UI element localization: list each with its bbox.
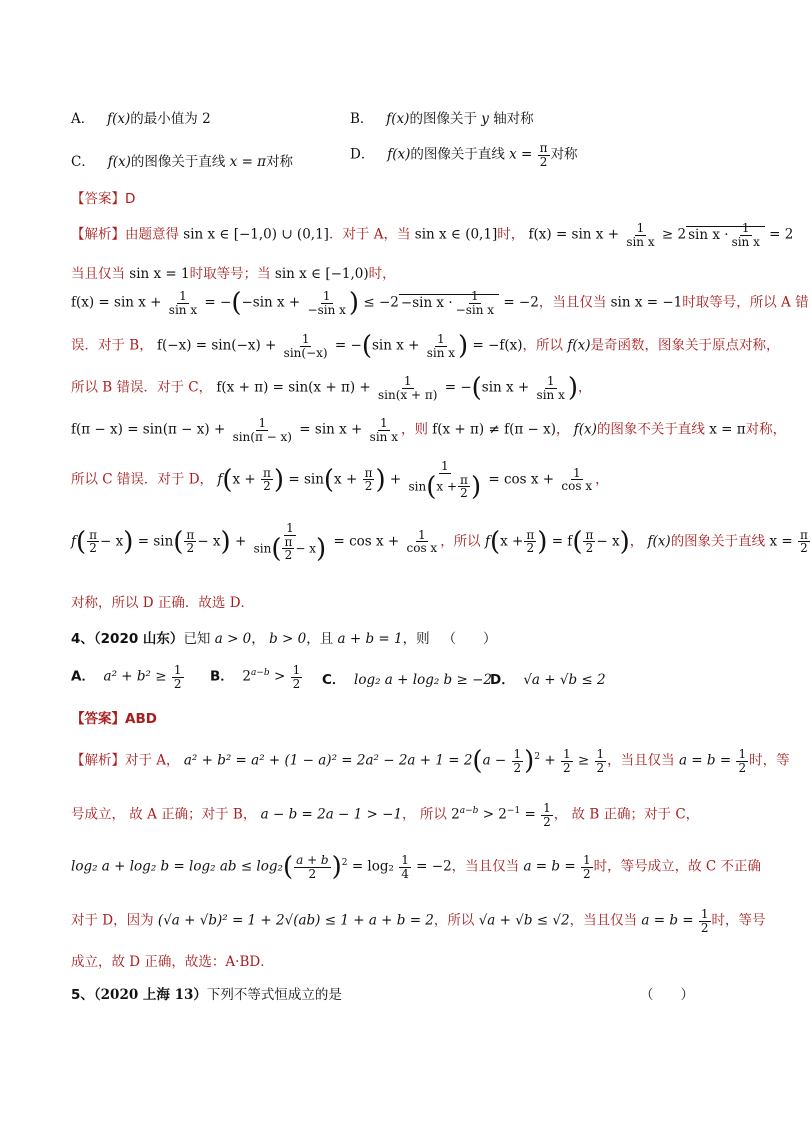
question-5-blank: （ ） xyxy=(640,987,694,1003)
fraction: $\frac{\pi}{2}$ xyxy=(364,465,373,494)
fraction: $\frac{1}{\text{sin x}}$ xyxy=(536,374,565,402)
fraction: $\frac{\pi}{2}$ xyxy=(800,527,808,556)
solution-q3-line-1: 【解析】由题意得 sin x ∈ [−1,0) ∪ (0,1]．对于 A，当 sin x ∈ (0,1]时， f(x) = sin x + $\frac{1}{\text{sin x}}$ ≥ 2 sin x · $\frac{1}{\text{sin x}}$ = 2 xyxy=(71,221,794,249)
question-4: 4、（2020 山东）已知 a > 0， b > 0，且 a + b = 1，则 （ ） xyxy=(71,631,497,647)
question-5: 5、（2020 上海 13）下列不等式恒成立的是 xyxy=(71,987,342,1003)
fraction: $\frac{1}{\text{sin x}}$ xyxy=(168,289,198,317)
solution-q3-line-6: f(π − x) = sin(π − x) + $\frac{1}{\sin(\pi - x)}$ = sin x + $\frac{1}{\text{sin x}}$ ，则 f(x + π) ≠ f(π − x)， f(x)的图象不关于直线 x = π对称， xyxy=(71,416,787,444)
option-b: B． f(x)的图像关于 y 轴对称 xyxy=(350,111,534,127)
fraction: $\frac{a + b}{2}$ xyxy=(296,853,329,881)
solution-q3-line-3: f(x) = sin x + $\frac{1}{\text{sin x}}$ = −(−sin x + $\frac{1}{\text{−sin x}}$ ) ≤ −2 −sin x · $\frac{1}{\text{−sin x}}$ = −2，当且仅当 sin x = −1时取等号，所以 A 错 xyxy=(71,288,809,319)
fraction: $\frac{1}{\text{sin x}}$ xyxy=(369,416,398,444)
sin-x-plus-pi-half: sin(x + $\frac{\pi}{2}$ ) xyxy=(408,471,482,502)
fraction: $\frac{\pi}{2}$ xyxy=(460,472,468,501)
fraction: $\frac{1}{\text{cos x}}$ xyxy=(561,465,593,494)
sin-pi-half-minus-x: sin( $\frac{\pi}{2}$ − x) xyxy=(253,533,327,564)
sqrt: −sin x · $\frac{1}{\text{−sin x}}$ xyxy=(399,294,499,311)
fraction: $\frac{\pi}{2}$ xyxy=(186,527,195,556)
fraction: $\frac{1}{\text{−sin x}}$ xyxy=(455,289,495,317)
answer-q3: 【答案】D xyxy=(71,191,136,207)
q4-option-d: D． √a + √b ≤ 2 xyxy=(490,672,606,688)
fraction: $\frac{1}{\sin(-x)}$ xyxy=(283,332,328,360)
fraction: $\frac{\pi}{2}$ xyxy=(539,141,548,169)
option-c: C． f(x)的图像关于直线 x = π对称 xyxy=(71,154,294,170)
fraction: $\frac{1}{2}$ xyxy=(582,853,591,881)
fraction: $\frac{1}{2}$ xyxy=(562,747,571,775)
fraction: $\frac{1}{\sin(\pi - x)}$ xyxy=(232,416,292,444)
fraction: $\frac{1}{\text{sin x}}$ xyxy=(426,332,456,360)
fraction: $\frac{1}{\sin(x + \pi)}$ xyxy=(377,374,438,402)
solution-q4-line-1: 【解析】对于 A， a² + b² = a² + (1 − a)² = 2a² − 2a + 1 = 2(a − $\frac{1}{2}$ )$^2$ + $\frac{1}{2}$ ≥ $\frac{1}{2}$ ，当且仅当 a = b = $\frac{1}{2}$ 时，等 xyxy=(71,746,790,777)
q4-option-a: A． a² + b² ≥ $\frac{1}{2}$ xyxy=(71,663,182,691)
fraction: $\frac{1}{2}$ xyxy=(738,747,747,775)
fraction: $\frac{1}{2}$ xyxy=(173,663,182,691)
solution-q4-line-2: 号成立， 故 A 正确；对于 B， a − b = 2a − 1 > −1， 所以 $2^{a-b} > 2^{-1}$ = $\frac{1}{2}$ ， 故 B 正确；对于 C， xyxy=(71,801,700,829)
solution-q3-line-4: 误．对于 B， f(−x) = sin(−x) + $\frac{1}{\sin(-x)}$ = −(sin x + $\frac{1}{\text{sin x}}$ ) = −f(x)，所以 f(x)是奇函数，图象关于原点对称， xyxy=(71,331,780,362)
option-d: D． f(x)的图像关于直线 x = $\frac{\pi}{2}$ 对称 xyxy=(350,141,578,169)
solution-q3-line-8: f( $\frac{\pi}{2}$ − x) = sin( $\frac{\pi}{2}$ − x) + 1 sin( $\frac{\pi}{2}$ − x) = cos x + $\frac{1}{\text{cos x}}$ ，所以 f(x + $\frac{\pi}{2}$ ) = f( $\frac{\pi}{2}$ − x)， f(x)的图象关于直线 x = $\frac{\pi}{2}$ xyxy=(71,521,808,564)
solution-q3-line-9: 对称，所以 D 正确．故选 D． xyxy=(71,595,255,611)
fraction: 1 sin(x + $\frac{\pi}{2}$ ) xyxy=(408,459,482,502)
fraction: $\frac{1}{2}$ xyxy=(543,801,551,829)
sqrt: sin x · $\frac{1}{\text{sin x}}$ xyxy=(686,226,765,243)
fraction: $\frac{1}{4}$ xyxy=(401,853,409,881)
solution-q3-line-7: 所以 C 错误．对于 D， f(x + $\frac{\pi}{2}$ ) = sin(x + $\frac{\pi}{2}$ ) + 1 sin(x + $\frac{\pi}{2}$ ) = cos x + $\frac{1}{\text{cos x}}$ ， xyxy=(71,459,609,502)
option-a: A． f(x)的最小值为 2 xyxy=(71,111,211,127)
fraction: $\frac{\pi}{2}$ xyxy=(526,527,535,556)
solution-q3-line-5: 所以 B 错误．对于 C， f(x + π) = sin(x + π) + $\frac{1}{\sin(x + \pi)}$ = −(sin x + $\frac{1}{\text{sin x}}$ )， xyxy=(71,373,592,404)
fraction: $\frac{1}{\text{sin x}}$ xyxy=(626,221,655,249)
solution-q3-line-2: 当且仅当 sin x = 1时取等号；当 sin x ∈ [−1,0)时， xyxy=(71,266,396,282)
q4-option-c: C． log₂ a + log₂ b ≥ −2 xyxy=(322,672,492,688)
fraction: $\frac{1}{\text{−sin x}}$ xyxy=(307,289,346,317)
fraction: $\frac{\pi}{2}$ xyxy=(284,534,293,563)
fraction: $\frac{\pi}{2}$ xyxy=(585,527,594,556)
fraction: $\frac{\pi}{2}$ xyxy=(89,527,98,556)
solution-q4-line-3: log₂ a + log₂ b = log₂ ab ≤ log₂( $\frac{a + b}{2}$ )$^2$ = log₂ $\frac{1}{4}$ = −2，当且仅当 a = b = $\frac{1}{2}$ 时，等号成立，故 C 不正确 xyxy=(71,852,762,883)
fraction: $\frac{1}{2}$ xyxy=(292,663,301,691)
solution-q4-line-4: 对于 D，因为 (√a + √b)² = 1 + 2√(ab) ≤ 1 + a + b = 2，所以 √a + √b ≤ √2，当且仅当 a = b = $\frac{1}{2}$ 时，等号 xyxy=(71,907,766,935)
answer-q4: 【答案】ABD xyxy=(71,711,157,727)
fraction: $\frac{1}{2}$ xyxy=(513,747,522,775)
fraction: $\frac{1}{2}$ xyxy=(700,907,709,935)
q4-option-b: B． $2^{a-b}$ > $\frac{1}{2}$ xyxy=(210,663,301,691)
fraction: $\frac{1}{\text{sin x}}$ xyxy=(731,221,760,249)
fraction: 1 sin( $\frac{\pi}{2}$ − x) xyxy=(253,521,327,564)
fraction: $\frac{1}{\text{cos x}}$ xyxy=(406,527,438,556)
solution-q4-line-5: 成立，故 D 正确，故选：A·BD． xyxy=(71,954,274,970)
fraction: $\frac{\pi}{2}$ xyxy=(263,465,271,494)
fraction: $\frac{1}{2}$ xyxy=(596,747,605,775)
